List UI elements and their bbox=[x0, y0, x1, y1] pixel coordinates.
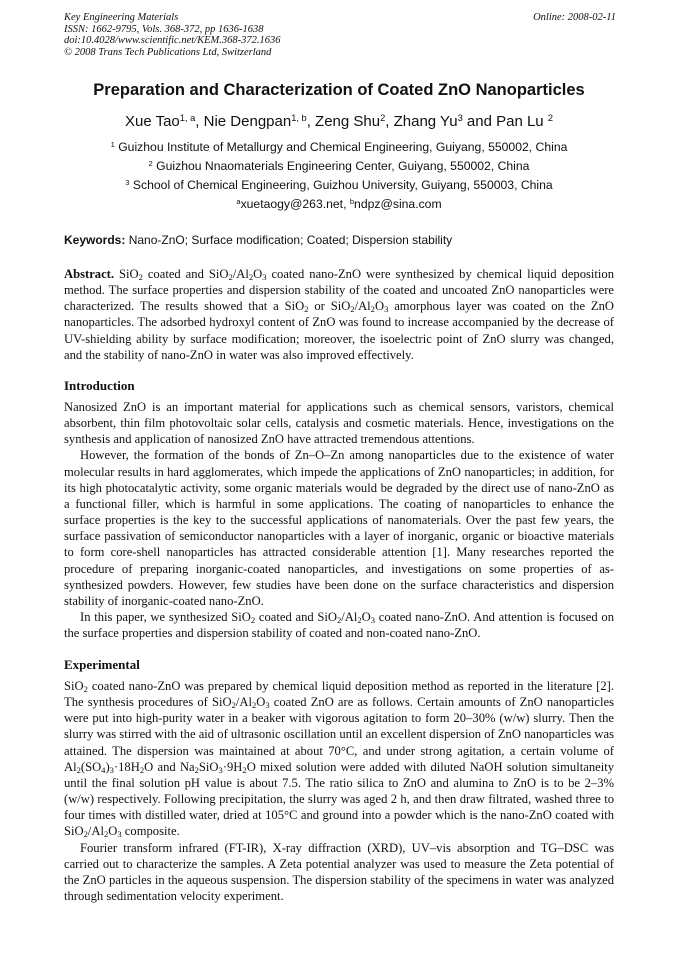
author-affiliation-mark: 2 bbox=[547, 112, 553, 123]
affiliation-3 bbox=[0, 178, 678, 192]
introduction-body bbox=[64, 399, 614, 641]
affiliation-2 bbox=[0, 159, 678, 173]
experimental-body bbox=[64, 678, 614, 904]
paper-title: Preparation and Characterization of Coated ZnO Nanoparticles bbox=[93, 81, 585, 99]
journal-header bbox=[64, 12, 616, 58]
author-name: Pan Lu bbox=[496, 113, 544, 130]
section-heading-experimental: Experimental bbox=[64, 657, 140, 672]
affiliation-text: School of Chemical Engineering, Guizhou University, Guiyang, 550003, China bbox=[132, 178, 553, 192]
author-name: Zhang Yu bbox=[393, 113, 458, 130]
affiliation-number: 1 bbox=[110, 139, 115, 149]
affiliation-number: 3 bbox=[125, 177, 130, 187]
paragraph: However, the formation of the bonds of Zn–O–Zn among nanoparticles due to the existence of water molecular results in hard agglomerates, which impede the applications of ZnO nanoparticles; in addition, for its high photocatalytic activity, some organic materials would be degraded by the direct use of nano-ZnO as a functional filler, which is harmful in some applications. The coating of nanoparticles to enhance the surface properties is the key to the successful applications of nanomaterials. Over the past few years, the surface passivation of semiconductor nanoparticles with a layer of inorganic, organic or bioactive materials to form core-shell nanoparticles has attracted considerable attention [1]. Many researches reported the procedure of preparing inorganic-coated nanoparticles, and investigations on some properties of as-synthesized powders. However, few studies have been done on the surface characteristics and dispersion stability of inorganic-coated nano-ZnO. bbox=[64, 448, 614, 608]
abstract-label: Abstract. bbox=[64, 267, 115, 281]
keywords bbox=[64, 233, 616, 247]
paragraph: Nanosized ZnO is an important material for applications such as chemical sensors, varistors, chemical absorbent, thin film photovoltaic solar cells, catalysis and cosmetic materials. Hence, investigations on the synthesis and application of nanosized ZnO have attracted tremendous attentions. bbox=[64, 400, 614, 447]
affiliation-number: 2 bbox=[148, 158, 153, 168]
author-name: Zeng Shu bbox=[315, 113, 381, 130]
journal-doi: doi:10.4028/www.scientific.net/KEM.368-372.1636 bbox=[64, 35, 281, 46]
abstract bbox=[64, 266, 614, 363]
keywords-text: Nano-ZnO; Surface modification; Coated; Dispersion stability bbox=[125, 233, 453, 247]
author-affiliation-mark: 1, b bbox=[291, 112, 307, 123]
affiliation-text: Guizhou Institute of Metallurgy and Chemical Engineering, Guiyang, 550002, China bbox=[118, 140, 568, 154]
author-affiliation-mark: 2 bbox=[380, 112, 386, 123]
author-name: Nie Dengpan bbox=[203, 113, 292, 130]
paragraph: Fourier transform infrared (FT-IR), X-ray diffraction (XRD), UV–vis absorption and TG–DSC was carried out to characterize the samples. A Zeta potential analyzer was used to measure the Zeta potential of the ZnO particles in the aqueous suspension. The dispersion stability of the specimens in water was analyzed through sedimentation velocity experiment. bbox=[64, 840, 614, 904]
affiliation-text: Guizhou Nnaomaterials Engineering Center, Guiyang, 550002, China bbox=[156, 159, 530, 173]
journal-copyright: © 2008 Trans Tech Publications Ltd, Switzerland bbox=[64, 46, 272, 58]
abstract-text: SiO$_2$ coated and $SiO_2/Al_2O_3$ coated nano-ZnO were synthesized by chemical liquid deposition method. The surface properties and dispersion stability of the coated and uncoated ZnO nanoparticles were characterized. The results showed that a SiO$_2$ or $SiO_2/Al_2O_3$ amorphous layer was coated on the ZnO nanoparticles. The adsorbed hydroxyl content of ZnO was found to increase accompanied by the decrease of UV-shielding ability by surface modification; moreover, the isoelectric point of ZnO slurry was changed, and the stability of nano-ZnO in water was also improved effectively. bbox=[64, 267, 615, 362]
paragraph: SiO$_2$ coated nano-ZnO was prepared by chemical liquid deposition method as reported in the literature [2]. The synthesis procedures of $SiO_2/Al_2O_3$ coated ZnO are as follows. Certain amounts of ZnO nanoparticles were put into high-purity water in a beaker with vigorous agitation to form 20–30% (w/w) slurry. Then the slurry was stirred with the aid of ultrasonic oscillation until an excellent dispersion of ZnO nanoparticles was attained. The dispersion was maintained at about 70°C, and under strong agitation, a certain volume of $Al_2(SO_4)_3\cdot 18H_2O$ and $Na_2SiO_3\cdot 9H_2O$ mixed solution were added with diluted NaOH solution simultaneity until the final solution pH value is about 7.5. The ratio silica to ZnO and alumina to ZnO is to be 2–3% (w/w) respectively. Following precipitation, the slurry was aged 2 h, and then draw filtrated, washed three to four times with distilled water, dried at 105°C and ground into a powder which is the nano-ZnO coated with $SiO_2/Al_2O_3$ composite. bbox=[64, 679, 614, 840]
section-heading-introduction: Introduction bbox=[64, 378, 135, 393]
journal-issn: ISSN: 1662-9795, Vols. 368-372, pp 1636-1638 bbox=[64, 23, 264, 35]
email-b[interactable]: ndpz@sina.com bbox=[354, 197, 442, 211]
author-emails: $^a$xuetaogy@263.net, $^b$ndpz@sina.com bbox=[236, 196, 442, 211]
email-mark: a bbox=[236, 196, 241, 206]
online-date: Online: 2008-02-11 bbox=[533, 12, 616, 23]
affiliation-1 bbox=[0, 140, 678, 154]
keywords-label: Keywords: bbox=[64, 233, 126, 247]
author-list: Xue Tao$^{1, a}$, Nie Dengpan$^{1, b}$, Zeng Shu$^2$, Zhang Yu$^3$ and Pan Lu $^2$ bbox=[124, 112, 553, 130]
author-affiliation-mark: 3 bbox=[457, 112, 463, 123]
email-mark: b bbox=[349, 196, 355, 206]
author-name: Xue Tao bbox=[124, 113, 180, 130]
paragraph: In this paper, we synthesized SiO$_2$ coated and $SiO_2/Al_2O_3$ coated nano-ZnO. And attention is focused on the surface properties and dispersion stability of coated and non-coated nano-ZnO. bbox=[64, 610, 614, 641]
email-a[interactable]: xuetaogy@263.net bbox=[240, 197, 344, 211]
author-affiliation-mark: 1, a bbox=[179, 112, 196, 123]
journal-name: Key Engineering Materials bbox=[64, 12, 179, 23]
